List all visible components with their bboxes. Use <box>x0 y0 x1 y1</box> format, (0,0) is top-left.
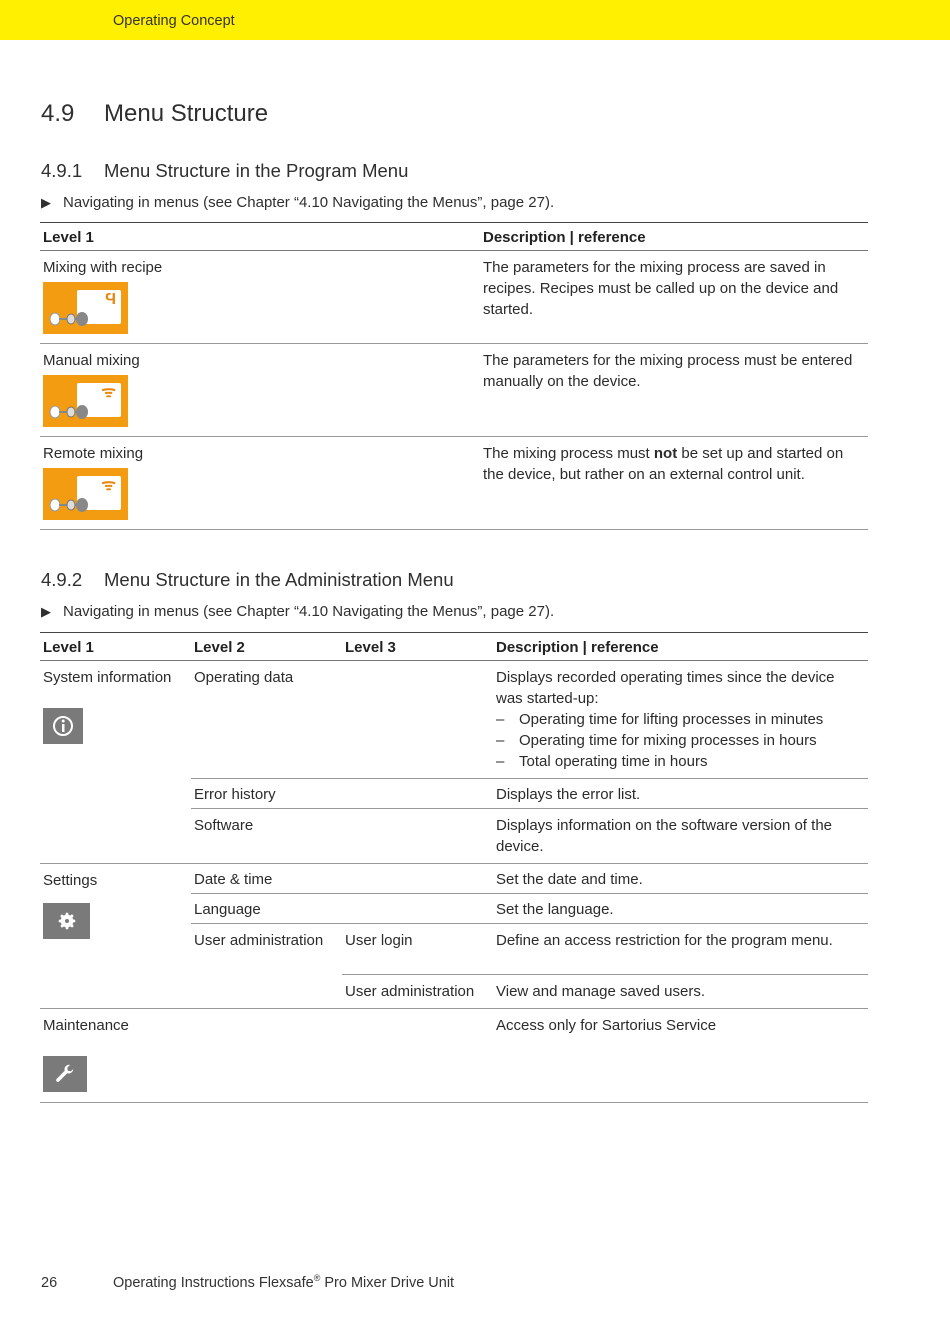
registered-mark: ® <box>313 1273 321 1283</box>
level1-label: System information <box>43 669 172 686</box>
subheading-number: 4.9.1 <box>41 160 83 181</box>
description-cell: Access only for Sartorius Service <box>493 1009 868 1103</box>
level2-label: Date & time <box>191 864 342 894</box>
operating-times-list <box>496 709 865 772</box>
page-number: 26 <box>41 1274 58 1291</box>
admin-nav-instruction <box>41 603 554 620</box>
subheading-title: Menu Structure in the Administration Menu <box>104 569 454 590</box>
admin-menu-heading <box>41 569 454 591</box>
wrench-icon <box>43 1056 87 1092</box>
page-footer <box>41 1273 454 1291</box>
program-nav-instruction <box>41 194 554 211</box>
recipe-glyph-icon: Ϥ <box>104 291 116 308</box>
admin-menu-table <box>40 632 868 1103</box>
manual-mixing-icon <box>43 375 128 427</box>
description-cell: Set the date and time. <box>493 864 868 894</box>
level1-label: Mixing with recipe <box>43 259 163 276</box>
description-cell <box>480 437 868 530</box>
play-arrow-icon: ▶ <box>41 604 51 619</box>
description-cell: The parameters for the mixing process are saved in recipes. Recipes must be called up on the device and started. <box>480 251 868 344</box>
wifi-glyph-icon: ᯤ <box>101 384 116 401</box>
description-cell: View and manage saved users. <box>493 975 868 1009</box>
col-header-description: Description | reference <box>480 223 868 251</box>
info-icon <box>43 708 83 744</box>
footer-title: Operating Instructions Flexsafe <box>113 1274 314 1291</box>
nav-text: Navigating in menus (see Chapter “4.10 Navigating the Menus”, page 27). <box>63 194 555 211</box>
table-row <box>40 1009 868 1103</box>
mixer-impeller-icon <box>49 311 91 327</box>
level1-label: Maintenance <box>43 1017 129 1034</box>
heading-number: 4.9 <box>41 100 75 127</box>
description-cell: Define an access restriction for the program menu. <box>493 924 868 975</box>
desc-text: be set up and started on the device, but rather on an external control unit. <box>483 445 844 483</box>
section-header: Operating Concept <box>113 13 235 29</box>
col-header-level2: Level 2 <box>191 633 342 661</box>
header-bar <box>0 0 950 40</box>
mixer-impeller-icon <box>49 404 91 420</box>
heading-title: Menu Structure <box>104 100 269 127</box>
nav-text: Navigating in menus (see Chapter “4.10 Navigating the Menus”, page 27). <box>63 603 555 620</box>
description-cell: Displays information on the software version of the device. <box>493 809 868 864</box>
col-header-level1: Level 1 <box>40 223 480 251</box>
desc-text: Displays recorded operating times since the device was started-up: <box>496 669 835 707</box>
footer-title-rest: Pro Mixer Drive Unit <box>320 1274 455 1291</box>
level1-label: Remote mixing <box>43 445 144 462</box>
play-arrow-icon: ▶ <box>41 195 51 210</box>
description-cell: Displays the error list. <box>493 779 868 809</box>
level1-label: Settings <box>43 872 98 889</box>
level2-label: Error history <box>191 779 342 809</box>
desc-text: The mixing process must <box>483 445 654 462</box>
level3-label: User login <box>342 924 493 975</box>
list-item: – Operating time for lifting processes in minutes <box>496 709 865 730</box>
level2-label: Language <box>191 894 342 924</box>
program-menu-table <box>40 222 868 530</box>
subheading-number: 4.9.2 <box>41 569 83 590</box>
list-item: – Total operating time in hours <box>496 751 865 772</box>
level3-label: User administration <box>342 975 493 1009</box>
table-row <box>40 344 868 437</box>
list-item: – Operating time for mixing processes in hours <box>496 730 865 751</box>
recipe-mixing-icon <box>43 282 128 334</box>
description-cell <box>493 661 868 779</box>
page-title <box>41 100 268 128</box>
program-menu-heading <box>41 160 408 182</box>
mixer-impeller-icon <box>49 497 91 513</box>
table-row <box>40 251 868 344</box>
col-header-level1: Level 1 <box>40 633 191 661</box>
description-cell: Set the language. <box>493 894 868 924</box>
subheading-title: Menu Structure in the Program Menu <box>104 160 409 181</box>
level2-label: Software <box>191 809 342 864</box>
desc-bold: not <box>653 445 678 462</box>
table-row <box>40 661 868 779</box>
table-row <box>40 437 868 530</box>
remote-mixing-icon <box>43 468 128 520</box>
level2-label: Operating data <box>191 661 342 779</box>
col-header-level3: Level 3 <box>342 633 493 661</box>
level1-label: Manual mixing <box>43 352 140 369</box>
col-header-description: Description | reference <box>493 633 868 661</box>
wifi-glyph-icon: ᯤ <box>101 477 116 494</box>
level2-label: User administration <box>191 924 342 1009</box>
table-row <box>40 864 868 894</box>
gear-icon <box>43 903 90 939</box>
description-cell: The parameters for the mixing process must be entered manually on the device. <box>480 344 868 437</box>
